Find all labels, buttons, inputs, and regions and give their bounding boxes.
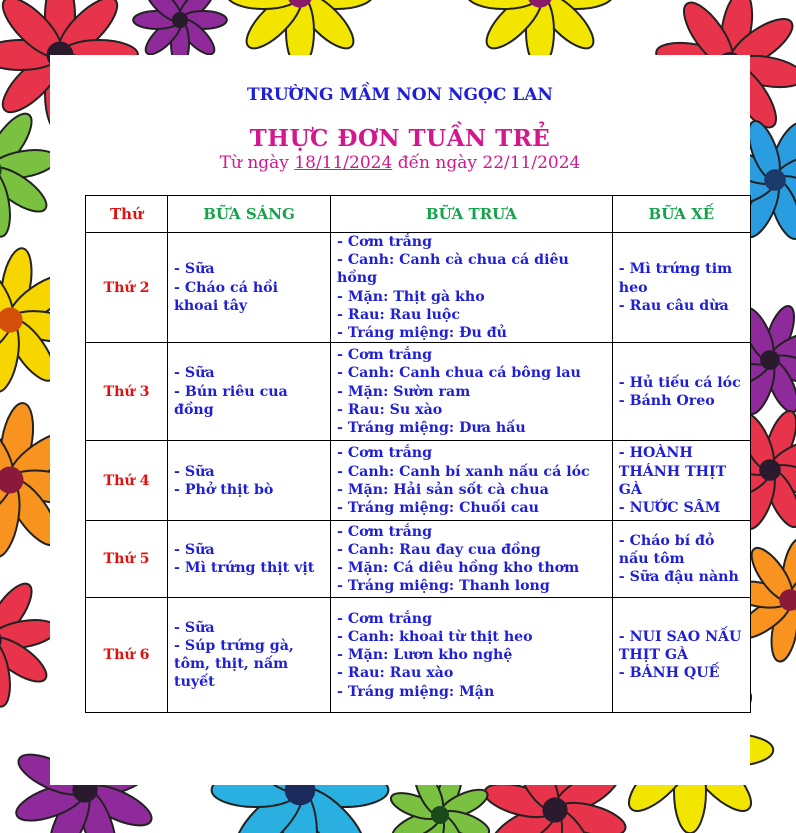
snack-cell: [612, 521, 750, 598]
date-range-prefix: Từ ngày: [219, 153, 295, 173]
day-cell: Thứ 2: [86, 233, 168, 343]
day-cell: Thứ 3: [86, 343, 168, 441]
breakfast-cell: [168, 343, 331, 441]
breakfast-item: - Sữa: [174, 365, 215, 382]
lunch-item: - Mặn: Sườn ram: [337, 383, 471, 400]
day-cell: Thứ 5: [86, 521, 168, 598]
date-range: [50, 153, 750, 173]
date-range-start: 18/11/2024: [294, 153, 393, 173]
lunch-item: - Mặn: Cá diêu hồng kho thơm: [337, 560, 580, 577]
snack-cell: [612, 441, 750, 521]
lunch-cell: [331, 441, 613, 521]
day-cell: Thứ 6: [86, 598, 168, 713]
page-title: THỰC ĐƠN TUẦN TRẺ: [249, 125, 551, 152]
breakfast-item: - Sữa: [174, 463, 215, 480]
lunch-item: - Tráng miệng: Thanh long: [337, 578, 550, 595]
breakfast-item: - Cháo cá hồi khoai tây: [174, 279, 278, 314]
date-range-middle: đến ngày: [392, 153, 483, 173]
lunch-item: - Mặn: Lươn kho nghệ: [337, 647, 513, 664]
breakfast-cell: [168, 598, 331, 713]
snack-item: - Rau câu dừa: [618, 297, 729, 314]
table-row: [86, 441, 751, 521]
table-row: [86, 233, 751, 343]
school-name: TRƯỜNG MẦM NON NGỌC LAN: [247, 85, 553, 105]
lunch-item: - Tráng miệng: Đu đủ: [337, 325, 507, 342]
breakfast-item: - Phở thịt bò: [174, 481, 274, 498]
snack-item: - HOÀNH THÁNH THỊT GÀ: [618, 445, 727, 498]
breakfast-item: - Sữa: [174, 619, 215, 636]
snack-cell: [612, 343, 750, 441]
lunch-item: - Canh: Canh cà chua cá diêu hồng: [337, 252, 569, 287]
lunch-item: - Cơm trắng: [337, 610, 433, 627]
lunch-item: - Mặn: Hải sản sốt cà chua: [337, 481, 549, 498]
lunch-item: - Cơm trắng: [337, 523, 433, 540]
breakfast-cell: [168, 441, 331, 521]
lunch-item: - Tráng miệng: Chuối cau: [337, 499, 539, 516]
lunch-item: - Tráng miệng: Mận: [337, 683, 495, 700]
lunch-item: - Canh: Canh bí xanh nấu cá lóc: [337, 463, 590, 480]
lunch-item: - Cơm trắng: [337, 445, 433, 462]
table-row: [86, 343, 751, 441]
snack-item: - Hủ tiếu cá lóc: [618, 374, 741, 391]
snack-item: - Sữa đậu nành: [618, 569, 739, 586]
table-row: [86, 521, 751, 598]
table-row: [86, 598, 751, 713]
snack-item: - NUI SAO NẤU THỊT GÀ: [618, 628, 742, 664]
lunch-item: - Canh: Canh chua cá bông lau: [337, 365, 581, 382]
breakfast-cell: [168, 233, 331, 343]
breakfast-item: - Bún riêu cua đồng: [174, 383, 288, 418]
snack-item: - BÁNH QUẾ: [618, 665, 720, 682]
table-header-row: [86, 196, 751, 233]
day-cell: Thứ 4: [86, 441, 168, 521]
lunch-cell: [331, 521, 613, 598]
lunch-cell: [331, 233, 613, 343]
header-lunch: BỮA TRƯA: [331, 196, 613, 233]
menu-rows: [86, 233, 751, 713]
snack-item: - Cháo bí đỏ nấu tôm: [618, 532, 715, 568]
breakfast-item: - Mì trứng thịt vịt: [174, 560, 315, 577]
header-breakfast: BỮA SÁNG: [168, 196, 331, 233]
snack-item: - Mì trứng tim heo: [618, 261, 733, 296]
date-range-end: 22/11/2024: [482, 153, 581, 173]
lunch-item: - Rau: Rau luộc: [337, 306, 461, 323]
lunch-item: - Cơm trắng: [337, 347, 433, 364]
weekly-menu-table: [85, 195, 751, 713]
breakfast-item: - Sữa: [174, 542, 215, 559]
snack-item: - Bánh Oreo: [618, 392, 715, 409]
lunch-item: - Canh: khoai từ thịt heo: [337, 628, 533, 645]
snack-item: - NƯỚC SÂM: [618, 499, 721, 516]
header-day: Thứ: [86, 196, 168, 233]
lunch-item: - Cơm trắng: [337, 234, 433, 250]
snack-cell: [612, 233, 750, 343]
menu-page: [50, 55, 750, 785]
breakfast-cell: [168, 521, 331, 598]
lunch-item: - Rau: Su xào: [337, 401, 443, 418]
lunch-item: - Rau: Rau xào: [337, 665, 454, 682]
lunch-item: - Mặn: Thịt gà kho: [337, 288, 485, 305]
snack-cell: [612, 598, 750, 713]
lunch-item: - Tráng miệng: Dưa hấu: [337, 420, 526, 437]
lunch-item: - Canh: Rau đay cua đồng: [337, 542, 541, 559]
breakfast-item: - Súp trứng gà, tôm, thịt, nấm tuyết: [174, 638, 294, 691]
lunch-cell: [331, 598, 613, 713]
lunch-cell: [331, 343, 613, 441]
header-snack: BỮA XẾ: [612, 196, 750, 233]
breakfast-item: - Sữa: [174, 261, 215, 278]
